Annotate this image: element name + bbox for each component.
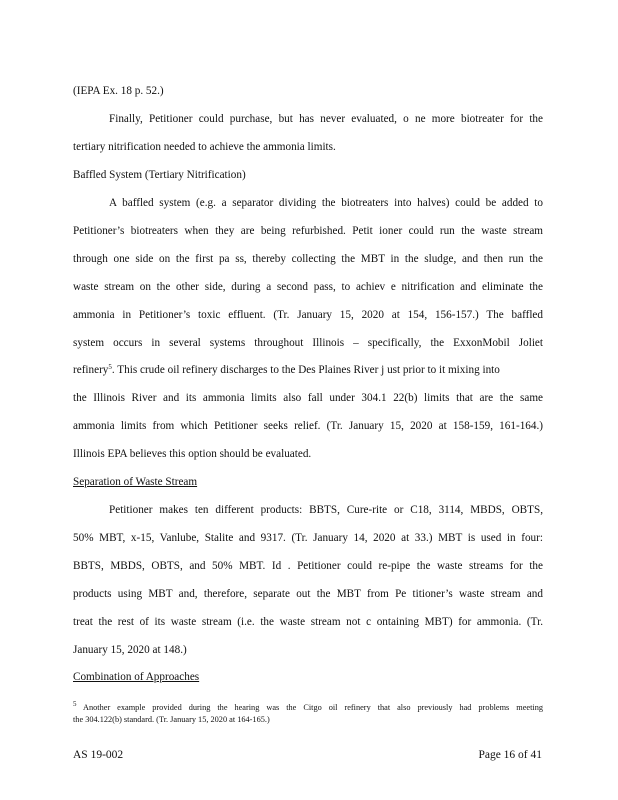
paragraph-line: ammonia in Petitioner’s toxic effluent. (Tr. January 15, 2020 at 154, 156-157.) The baffled	[73, 309, 543, 321]
footnote-reference[interactable]: 5	[108, 363, 112, 371]
paragraph-line: the Illinois River and its ammonia limits also fall under 304.1 22(b) limits that are the same	[73, 392, 543, 404]
paragraph-line	[73, 363, 543, 377]
paragraph-line: treat the rest of its waste stream (i.e. the waste stream not c ontaining MBT) for ammonia. (Tr.	[73, 616, 543, 628]
paragraph-line: BBTS, MBDS, OBTS, and 50% MBT. Id . Petitioner could re-pipe the waste streams for the	[73, 560, 543, 572]
paragraph-line: waste stream on the other side, during a second pass, to achiev e nitrification and eliminate the	[73, 281, 543, 293]
footnote-line: the 304.122(b) standard. (Tr. January 15, 2020 at 164-165.)	[73, 715, 270, 724]
paragraph-line: tertiary nitrification needed to achieve the ammonia limits.	[73, 141, 336, 153]
page-number: Page 16 of 41	[478, 749, 542, 761]
paragraph-line: system occurs in several systems throughout Illinois – specifically, the ExxonMobil Joliet	[73, 337, 543, 349]
paragraph-line: through one side on the first pa ss, thereby collecting the MBT in the sludge, and then run the	[73, 253, 543, 265]
paragraph-line: ammonia limits from which Petitioner seeks relief. (Tr. January 15, 2020 at 158-159, 161-164.)	[73, 420, 543, 432]
paragraph-line: January 15, 2020 at 148.)	[73, 644, 187, 656]
docket-number: AS 19-002	[73, 749, 124, 761]
footnote	[73, 702, 543, 726]
paragraph-line: Petitioner makes ten different products: BBTS, Cure-rite or C18, 3114, MBDS, OBTS,	[109, 504, 543, 516]
paragraph-line: Finally, Petitioner could purchase, but has never evaluated, o ne more biotreater for the	[109, 113, 543, 125]
paragraph-line: 50% MBT, x-15, Vanlube, Stalite and 9317. (Tr. January 14, 2020 at 33.) MBT is used in four:	[73, 532, 543, 544]
paragraph-line: Illinois EPA believes this option should be evaluated.	[73, 448, 312, 460]
section-heading-baffled-system: Baffled System (Tertiary Nitrification)	[73, 169, 246, 181]
line-text: refinery	[73, 364, 109, 376]
paragraph-line: products using MBT and, therefore, separate out the MBT from Pe titioner’s waste stream and	[73, 588, 543, 600]
footnote-line	[73, 702, 543, 714]
section-heading-combination: Combination of Approaches	[73, 671, 200, 683]
paragraph-line: A baffled system (e.g. a separator dividing the biotreaters into halves) could be added to	[109, 197, 543, 209]
section-heading-separation: Separation of Waste Stream	[73, 476, 198, 488]
footnote-mark: 5	[73, 700, 77, 708]
paragraph-line: (IEPA Ex. 18 p. 52.)	[73, 85, 164, 97]
footnote-text: Another example provided during the hearing was the Citgo oil refinery that also previously had problems meeting	[76, 703, 543, 712]
paragraph-line: Petitioner’s biotreaters when they are being refurbished. Petit ioner could run the waste stream	[73, 225, 543, 237]
line-text: . This crude oil refinery discharges to the Des Plaines River j ust prior to it mixing into	[111, 364, 500, 376]
